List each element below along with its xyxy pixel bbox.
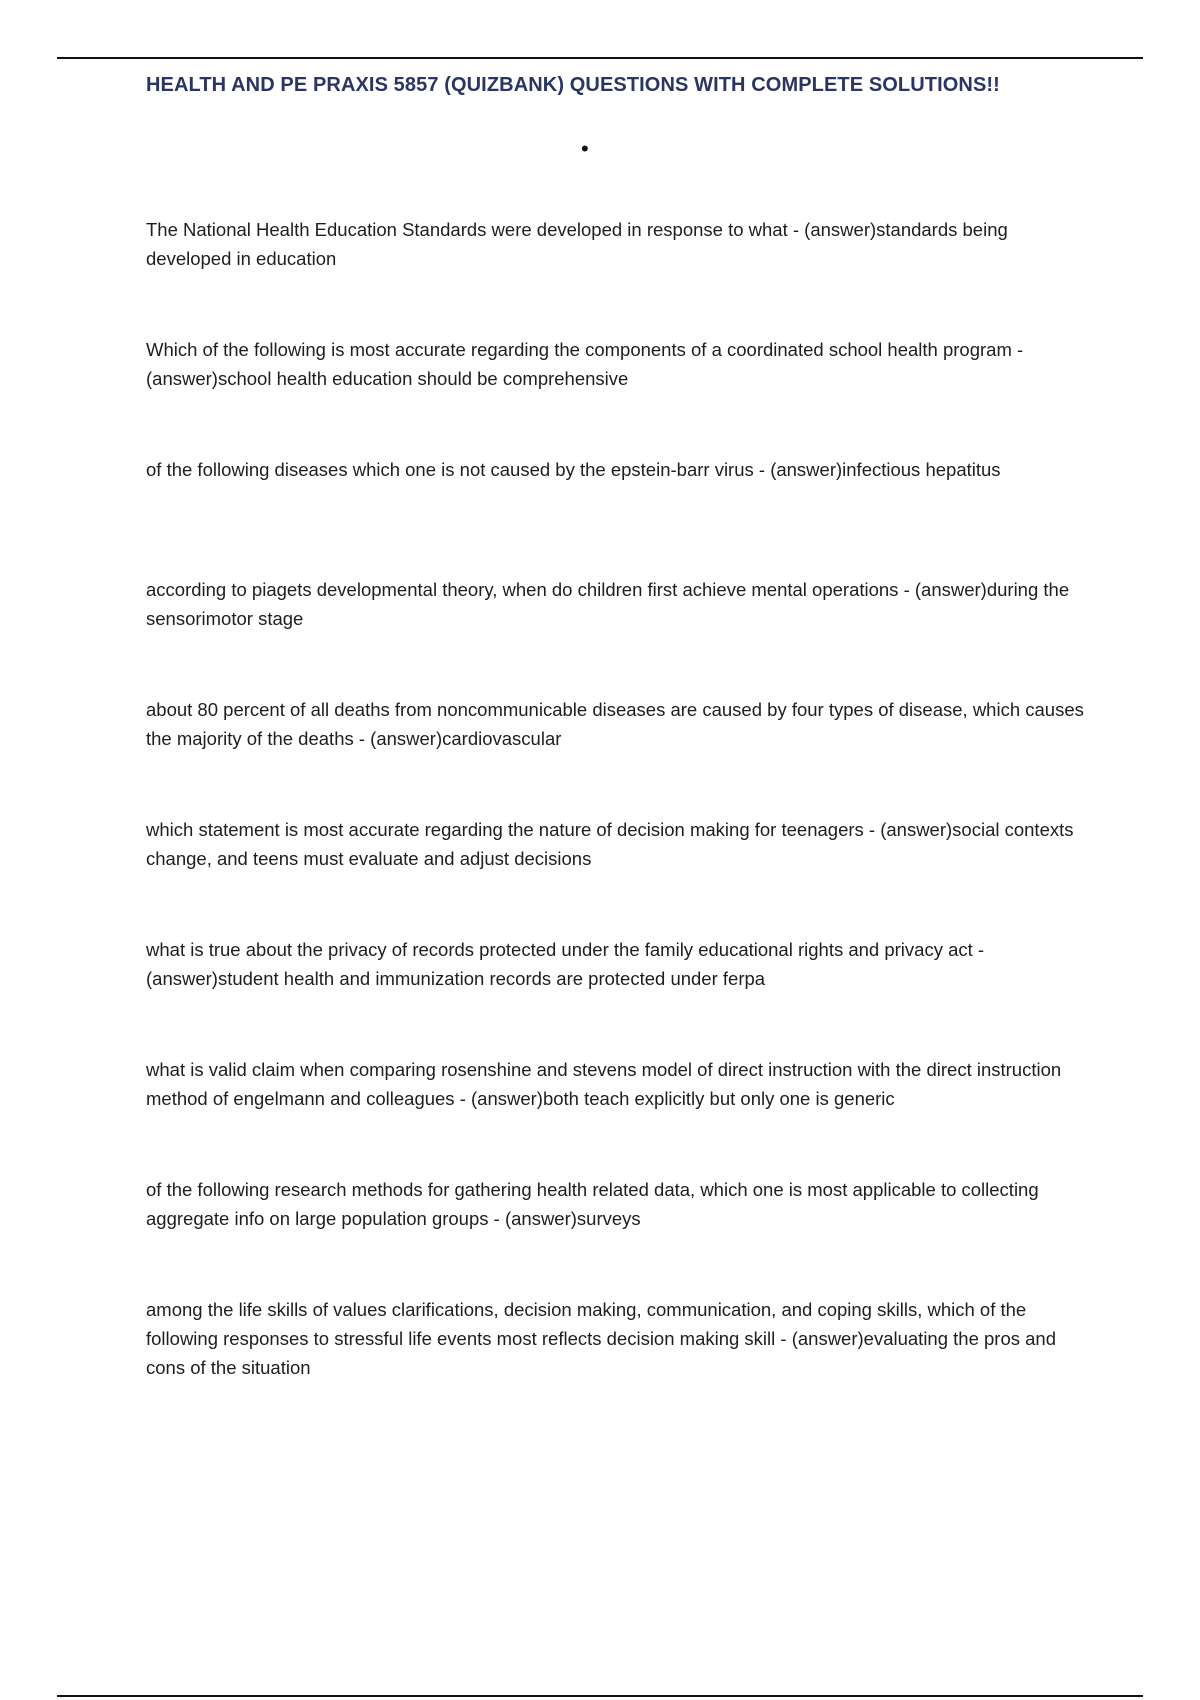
question-answer-3: of the following diseases which one is not caused by the epstein-barr virus - (answer)infectious hepatitus — [146, 459, 1001, 480]
question-answer-1: The National Health Education Standards were developed in response to what - (answer)standards being developed in education — [146, 219, 1008, 269]
question-answer-6: which statement is most accurate regarding the nature of decision making for teenagers - (answer)social contexts change, and teens must evaluate and adjust decisions — [146, 819, 1074, 869]
question-answer-7: what is true about the privacy of records protected under the family educational rights and privacy act - (answer)student health and immunization records are protected under ferpa — [146, 939, 985, 989]
top-divider — [57, 57, 1143, 59]
question-answer-9: of the following research methods for gathering health related data, which one is most applicable to collecting aggregate info on large population groups - (answer)surveys — [146, 1179, 1039, 1229]
document-title: HEALTH AND PE PRAXIS 5857 (QUIZBANK) QUESTIONS WITH COMPLETE SOLUTIONS!! — [146, 74, 1000, 96]
bottom-divider — [57, 1695, 1143, 1697]
question-answer-5: about 80 percent of all deaths from noncommunicable diseases are caused by four types of disease, which causes the majority of the deaths - (answer)cardiovascular — [146, 699, 1084, 749]
question-answer-4: according to piagets developmental theory, when do children first achieve mental operations - (answer)during the sensorimotor stage — [146, 579, 1070, 629]
question-answer-10: among the life skills of values clarifications, decision making, communication, and coping skills, which of the following responses to stressful life events most reflects decision making skill - (answer)evaluating the pros and cons of the situation — [146, 1299, 1056, 1378]
question-answer-2: Which of the following is most accurate regarding the components of a coordinated school health program - (answer)school health education should be comprehensive — [146, 339, 1024, 389]
bullet-marker: • — [581, 136, 589, 161]
question-answer-8: what is valid claim when comparing rosenshine and stevens model of direct instruction with the direct instruction method of engelmann and colleagues - (answer)both teach explicitly but only one is generic — [146, 1059, 1062, 1109]
